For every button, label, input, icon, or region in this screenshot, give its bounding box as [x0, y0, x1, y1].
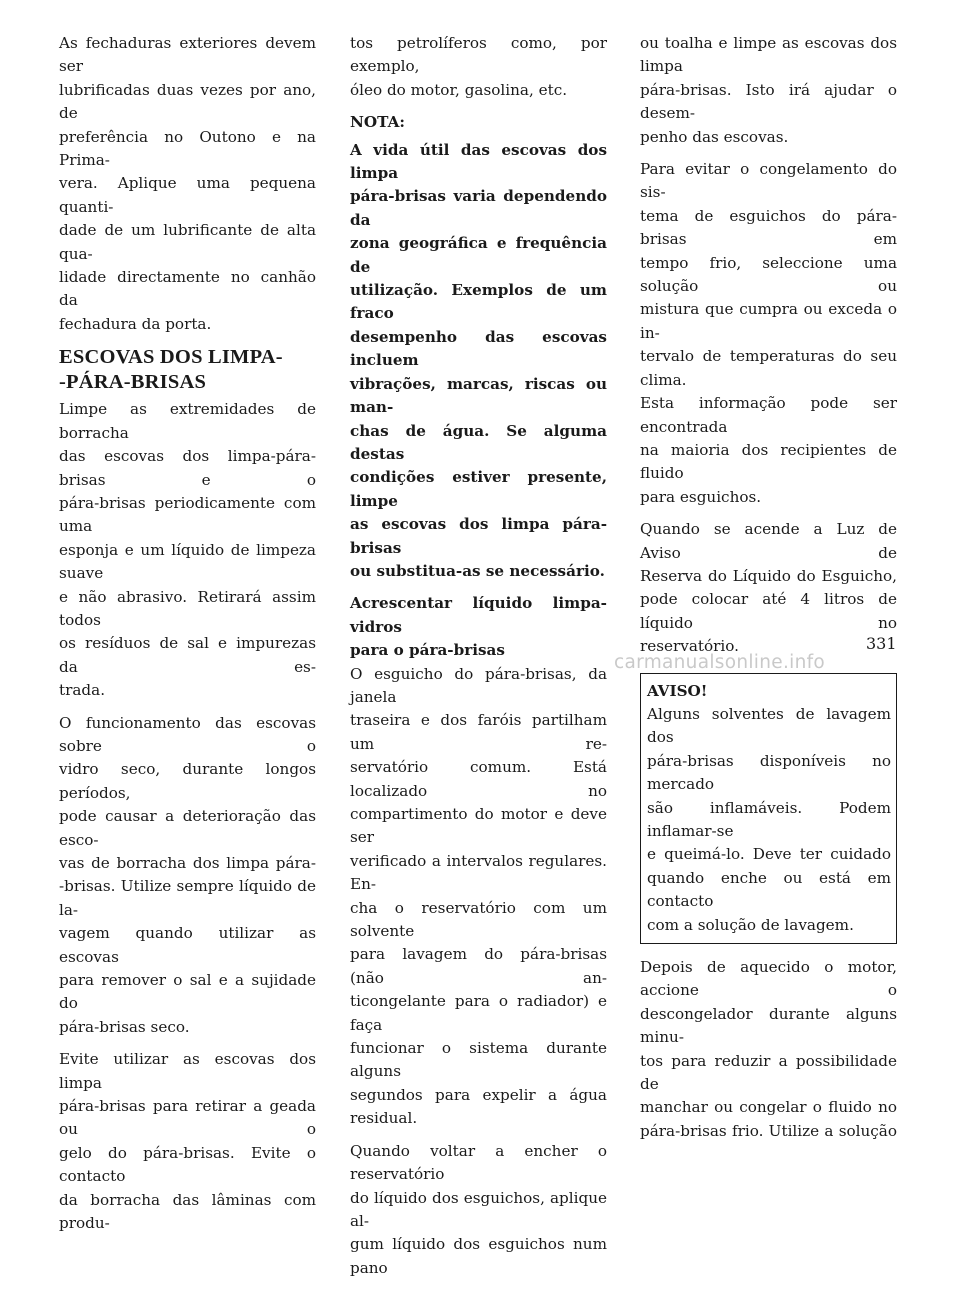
- column-left: [59, 32, 316, 1245]
- paragraph-door-locks: [59, 32, 316, 336]
- text-line: Para evitar o congelamento do sis-: [640, 160, 897, 202]
- paragraph-refill: [350, 1140, 607, 1280]
- text-line: funcionar o sistema durante alguns: [350, 1039, 607, 1081]
- text-line: tos para reduzir a possibilidade de: [640, 1051, 897, 1094]
- text-line: -brisas. Utilize sempre líquido de la-: [59, 877, 316, 919]
- page-number: 331: [866, 634, 897, 653]
- text-line: segundos para expelir a água residual.: [350, 1085, 607, 1128]
- text-line: preferência no Outono e na Prima-: [59, 127, 316, 170]
- column-middle: [350, 32, 607, 1289]
- text-line: manchar ou congelar o fluido no: [640, 1098, 897, 1117]
- text-line: pode colocar até 4 litros de líquido no: [640, 590, 897, 632]
- text-line: ticongelante para o radiador) e faça: [350, 992, 607, 1034]
- text-line: e não abrasivo. Retirará assim todos: [59, 587, 316, 629]
- paragraph-reservoir: [350, 663, 607, 1131]
- heading-line: -PÁRA-BRISAS: [59, 371, 207, 394]
- text-line: trada.: [59, 681, 106, 700]
- paragraph-freezing: [640, 158, 897, 509]
- text-line: da borracha das lâminas com produ-: [59, 1190, 316, 1233]
- watermark: carmanualsonline.info: [614, 652, 826, 673]
- text-line: as escovas dos limpa pára-brisas: [350, 515, 607, 557]
- text-line: tervalo de temperaturas do seu clima.: [640, 347, 897, 389]
- text-line: O funcionamento das escovas sobre o: [59, 713, 316, 755]
- text-line: Evite utilizar as escovas dos limpa: [59, 1050, 316, 1092]
- text-line: para remover o sal e a sujidade do: [59, 971, 316, 1013]
- text-line: tos petrolíferos como, por exemplo,: [350, 34, 607, 76]
- section-heading-wiper-blades: [59, 345, 316, 395]
- text-line: e queimá-lo. Deve ter cuidado: [647, 845, 891, 864]
- text-line: dade de um lubrificante de alta qua-: [59, 221, 316, 263]
- text-line: pára-brisas periodicamente com uma: [59, 493, 316, 536]
- text-line: os resíduos de sal e impurezas da es-: [59, 634, 316, 676]
- warning-text: [647, 703, 891, 937]
- text-line: do líquido dos esguichos, aplique al-: [350, 1188, 607, 1230]
- text-line: tempo frio, seleccione uma solução ou: [640, 253, 897, 296]
- text-line: descongelador durante alguns minu-: [640, 1004, 897, 1047]
- text-line: ou substitua-as se necessário.: [350, 561, 605, 580]
- text-line: A vida útil das escovas dos limpa: [350, 140, 607, 183]
- text-line: vibrações, marcas, riscas ou man-: [350, 374, 607, 417]
- text-line: desempenho das escovas incluem: [350, 327, 607, 370]
- text-line: lubrificadas duas vezes por ano, de: [59, 80, 316, 123]
- text-line: com a solução de lavagem.: [647, 915, 854, 934]
- text-line: traseira e dos faróis partilham um re-: [350, 711, 607, 753]
- text-line: compartimento do motor e deve ser: [350, 805, 607, 847]
- paragraph-petroleum: [350, 32, 607, 102]
- text-line: cha o reservatório com um solvente: [350, 898, 607, 941]
- paragraph-dry-glass: [59, 712, 316, 1040]
- text-line: fechadura da porta.: [59, 314, 212, 333]
- paragraph-avoid-frost: [59, 1048, 316, 1235]
- text-line: são inflamáveis. Podem inflamar-se: [647, 798, 891, 840]
- text-line: Quando voltar a encher o reservatório: [350, 1141, 607, 1184]
- text-line: pára-brisas disponíveis no mercado: [647, 751, 891, 794]
- text-line: ou toalha e limpe as escovas dos limpa: [640, 34, 897, 76]
- text-line: pode causar a deterioração das esco-: [59, 807, 316, 849]
- text-line: vas de borracha dos limpa pára-: [59, 854, 316, 872]
- text-line: das escovas dos limpa-pára-brisas e o: [59, 447, 316, 489]
- text-line: Depois de aquecido o motor, accione o: [640, 958, 897, 1000]
- text-line: chas de água. Se alguma destas: [350, 421, 607, 463]
- text-line: quando enche ou está em contacto: [647, 868, 891, 911]
- text-line: Alguns solventes de lavagem dos: [647, 704, 891, 747]
- paragraph-defroster: [640, 956, 897, 1143]
- text-line: gelo do pára-brisas. Evite o contacto: [59, 1143, 316, 1186]
- subheading-add-fluid: [350, 592, 607, 662]
- warning-title: AVISO!: [647, 681, 708, 700]
- heading-line: Acrescentar líquido limpa-vidros: [350, 594, 607, 636]
- heading-line: ESCOVAS DOS LIMPA-: [59, 346, 283, 369]
- text-line: pára-brisas seco.: [59, 1017, 190, 1036]
- warning-box: [640, 673, 897, 944]
- text-line: utilização. Exemplos de um fraco: [350, 281, 607, 323]
- text-line: zona geográfica e frequência de: [350, 234, 607, 276]
- text-line: Limpe as extremidades de borracha: [59, 400, 316, 442]
- paragraph-clean-blades: [59, 398, 316, 702]
- text-line: pára-brisas. Isto irá ajudar o desem-: [640, 80, 897, 123]
- paragraph-warning-light: [640, 518, 897, 658]
- text-line: condições estiver presente, limpe: [350, 468, 607, 510]
- text-line: vagem quando utilizar as escovas: [59, 924, 316, 966]
- text-line: vidro seco, durante longos períodos,: [59, 760, 316, 802]
- text-line: mistura que cumpra ou exceda o in-: [640, 300, 897, 342]
- text-line: Reserva do Líquido do Esguicho,: [640, 566, 897, 585]
- note-title: NOTA:: [350, 113, 405, 132]
- note-text: [350, 139, 607, 584]
- text-line: verificado a intervalos regulares. En-: [350, 851, 607, 894]
- text-line: Esta informação pode ser encontrada: [640, 394, 897, 436]
- text-line: gum líquido dos esguichos num pano: [350, 1235, 607, 1277]
- text-line: na maioria dos recipientes de fluido: [640, 440, 897, 483]
- text-line: pára-brisas frio. Utilize a solução: [640, 1121, 897, 1140]
- text-line: vera. Aplique uma pequena quanti-: [59, 174, 316, 216]
- text-line: óleo do motor, gasolina, etc.: [350, 80, 568, 99]
- text-line: para esguichos.: [640, 487, 762, 506]
- text-line: lidade directamente no canhão da: [59, 268, 316, 310]
- text-line: penho das escovas.: [640, 127, 789, 146]
- text-line: para lavagem do pára-brisas (não an-: [350, 945, 607, 987]
- column-right: [640, 32, 897, 1152]
- heading-line: para o pára-brisas: [350, 641, 505, 660]
- text-line: reservatório.: [640, 637, 739, 656]
- text-line: O esguicho do pára-brisas, da janela: [350, 664, 607, 706]
- paragraph-cloth: [640, 32, 897, 149]
- text-line: servatório comum. Está localizado no: [350, 758, 607, 800]
- text-line: esponja e um líquido de limpeza suave: [59, 540, 316, 583]
- text-line: As fechaduras exteriores devem ser: [59, 34, 316, 76]
- text-line: pára-brisas varia dependendo da: [350, 187, 607, 229]
- text-line: tema de esguichos do pára-brisas em: [640, 206, 897, 249]
- text-line: Quando se acende a Luz de Aviso de: [640, 520, 897, 562]
- text-line: pára-brisas para retirar a geada ou o: [59, 1097, 316, 1139]
